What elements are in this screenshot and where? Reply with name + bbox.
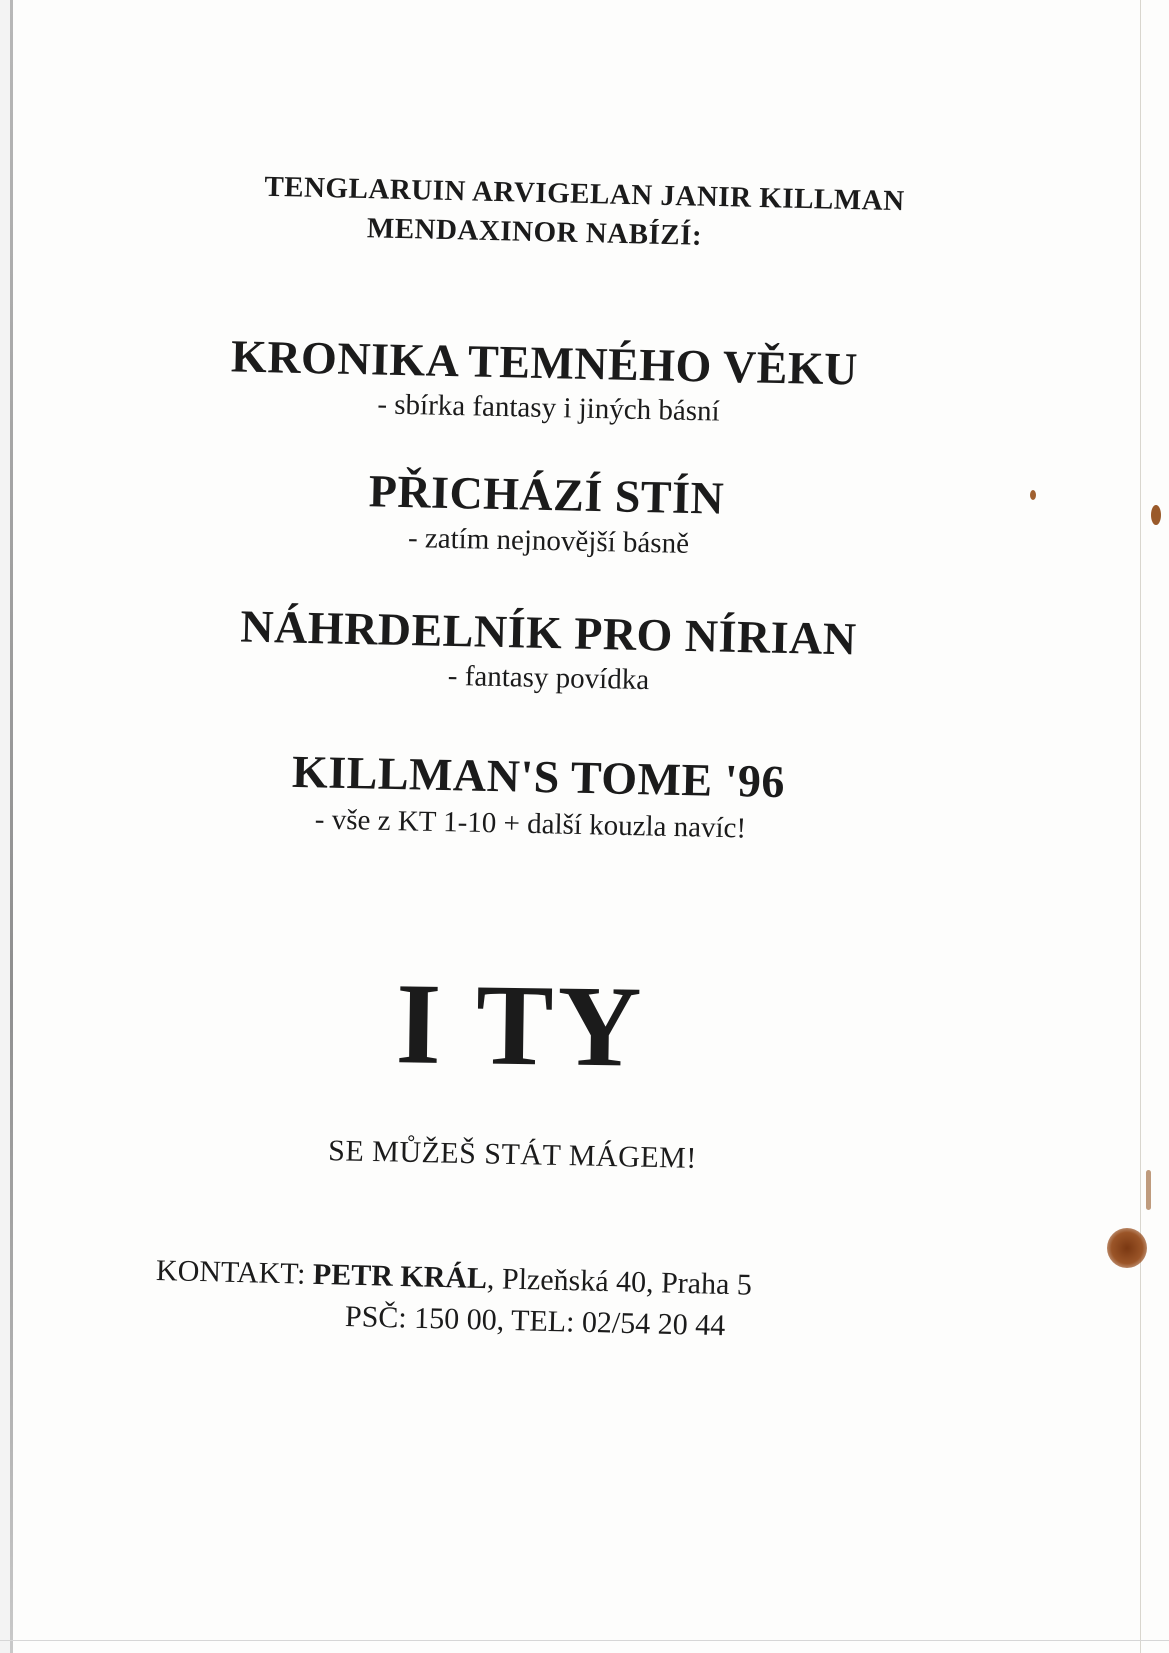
offer-subtitle: - sbírka fantasy i jiných básní <box>377 388 720 428</box>
page-bottom-edge <box>0 1640 1169 1641</box>
contact-line-1 <box>156 1254 753 1303</box>
rust-stain <box>1146 1170 1151 1210</box>
header-line-2: MENDAXINOR NABÍZÍ: <box>366 212 703 252</box>
slogan: SE MŮŽEŠ STÁT MÁGEM! <box>327 1134 698 1175</box>
offer-title: KRONIKA TEMNÉHO VĚKU <box>230 330 859 395</box>
rust-stain <box>1107 1228 1147 1268</box>
rust-stain <box>1151 505 1161 525</box>
offer-subtitle: - vše z KT 1-10 + další kouzla navíc! <box>314 803 747 845</box>
offer-title: NÁHRDELNÍK PRO NÍRIAN <box>239 600 858 665</box>
headline: I TY <box>395 960 646 1092</box>
contact-label: KONTAKT: <box>155 1254 306 1291</box>
contact-name: PETR KRÁL <box>312 1257 488 1296</box>
header-line-1: TENGLARUIN ARVIGELAN JANIR KILLMAN <box>264 170 905 218</box>
offer-title: KILLMAN'S TOME '96 <box>291 745 786 808</box>
contact-line-2: PSČ: 150 00, TEL: 02/54 20 44 <box>344 1300 726 1343</box>
contact-address: , Plzeňská 40, Praha 5 <box>486 1262 753 1302</box>
offer-subtitle: - zatím nejnovější básně <box>407 522 690 560</box>
offer-subtitle: - fantasy povídka <box>447 659 650 697</box>
page-fold-line <box>1140 0 1141 1653</box>
offer-title: PŘICHÁZÍ STÍN <box>368 465 725 524</box>
